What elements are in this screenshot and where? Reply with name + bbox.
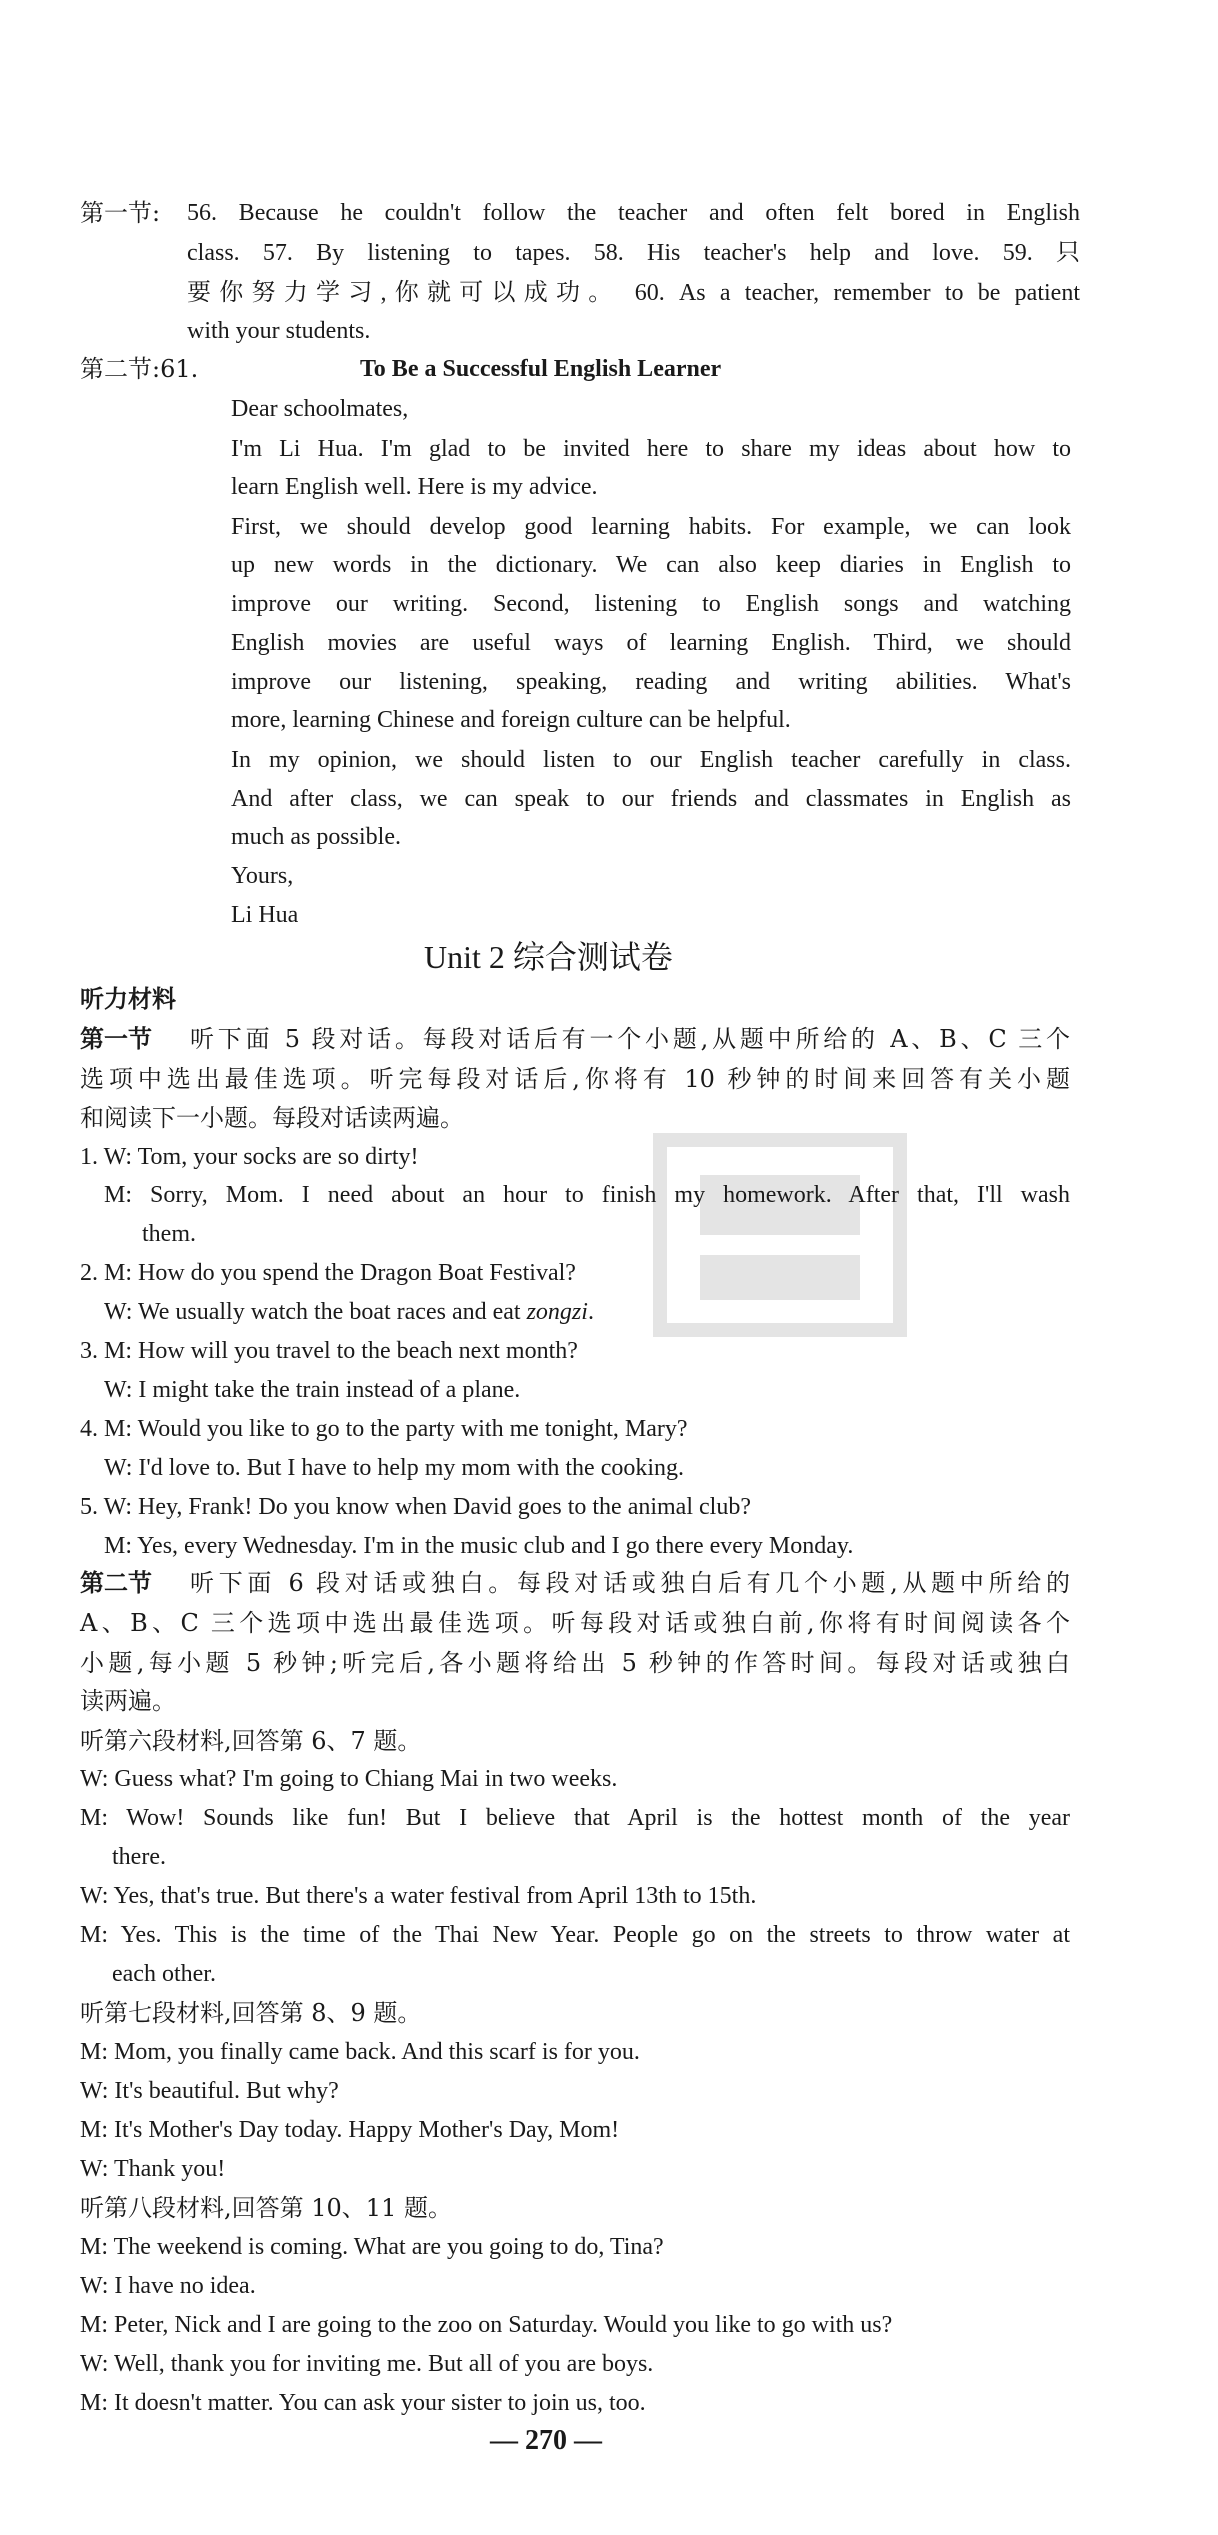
dialog4-line-1: 4. M: Would you like to go to the party with me tonight, Mary? bbox=[80, 1416, 688, 1442]
material8-line-3: M: Peter, Nick and I are going to the zoo on Saturday. Would you like to go with us? bbox=[80, 2312, 893, 2338]
dialog5-line-2: M: Yes, every Wednesday. I'm in the music club and I go there every Monday. bbox=[104, 1533, 854, 1559]
dialog5-line-1: 5. W: Hey, Frank! Do you know when David goes to the animal club? bbox=[80, 1494, 751, 1520]
section1-instruction-1: 听下面 5 段对话。每段对话后有一个小题,从题中所给的 A、B、C 三个 bbox=[190, 1025, 1070, 1053]
essay-line-12: much as possible. bbox=[231, 824, 401, 850]
dialog4-line-2: W: I'd love to. But I have to help my mom with the cooking. bbox=[104, 1455, 685, 1481]
material8-heading: 听第八段材料,回答第 10、11 题。 bbox=[80, 2194, 452, 2222]
dialog2-line-1: 2. M: How do you spend the Dragon Boat Festival? bbox=[80, 1260, 576, 1286]
page-dash-right: — bbox=[574, 2425, 602, 2456]
dialog2-line-2 bbox=[104, 1297, 594, 1327]
essay-line-10: In my opinion, we should listen to our English teacher carefully in class. bbox=[231, 747, 1071, 773]
watermark-seal-icon bbox=[640, 1120, 920, 1350]
material7-line-2: W: It's beautiful. But why? bbox=[80, 2078, 339, 2104]
section2-instruction-4: 读两遍。 bbox=[80, 1687, 176, 1715]
material8-line-1: M: The weekend is coming. What are you going to do, Tina? bbox=[80, 2234, 664, 2260]
page-number: 270 bbox=[525, 2425, 567, 2456]
essay-closing: Yours, bbox=[231, 863, 294, 889]
material6-heading: 听第六段材料,回答第 6、7 题。 bbox=[80, 1727, 422, 1755]
material8-line-5: M: It doesn't matter. You can ask your sister to join us, too. bbox=[80, 2390, 646, 2416]
material6-line-6: each other. bbox=[112, 1961, 216, 1987]
essay-line-2: I'm Li Hua. I'm glad to be invited here to share my ideas about how to bbox=[231, 436, 1071, 462]
part1-label: 第一节: bbox=[80, 199, 161, 227]
material6-line-5: M: Yes. This is the time of the Thai New Year. People go on the streets to throw water at bbox=[80, 1922, 1070, 1948]
dialog2-text: W: We usually watch the boat races and eat bbox=[104, 1299, 521, 1325]
section1-instruction-3: 和阅读下一小题。每段对话读两遍。 bbox=[80, 1104, 464, 1132]
section1-label: 第一节 bbox=[80, 1025, 152, 1053]
essay-signature: Li Hua bbox=[231, 902, 299, 928]
dialog3-line-1: 3. M: How will you travel to the beach next month? bbox=[80, 1338, 578, 1364]
part1-line-2: class. 57. By listening to tapes. 58. His teacher's help and love. 59. 只 bbox=[187, 240, 1080, 266]
essay-line-5: up new words in the dictionary. We can also keep diaries in English to bbox=[231, 552, 1071, 578]
material6-line-3: there. bbox=[112, 1844, 166, 1870]
material6-line-2: M: Wow! Sounds like fun! But I believe that April is the hottest month of the year bbox=[80, 1805, 1070, 1831]
listening-heading: 听力材料 bbox=[80, 985, 176, 1013]
essay-title: To Be a Successful English Learner bbox=[360, 356, 722, 382]
section2-label: 第二节 bbox=[80, 1569, 152, 1597]
material6-line-4: W: Yes, that's true. But there's a water festival from April 13th to 15th. bbox=[80, 1883, 757, 1909]
dialog2-zongzi: zongzi bbox=[526, 1299, 588, 1325]
essay-line-9: more, learning Chinese and foreign culture can be helpful. bbox=[231, 707, 791, 733]
dialog1-line-3: them. bbox=[142, 1221, 196, 1247]
material6-line-1: W: Guess what? I'm going to Chiang Mai in two weeks. bbox=[80, 1766, 618, 1792]
part1-line-4: with your students. bbox=[187, 318, 371, 344]
page-number-footer bbox=[490, 2424, 602, 2458]
page-dash-left: — bbox=[490, 2425, 518, 2456]
essay-line-6: improve our writing. Second, listening to English songs and watching bbox=[231, 591, 1071, 617]
section2-instruction-1: 听下面 6 段对话或独白。每段对话或独白后有几个小题,从题中所给的 bbox=[190, 1569, 1070, 1597]
part1-line-1: 56. Because he couldn't follow the teacher and often felt bored in English bbox=[187, 200, 1080, 226]
section2-instruction-2: A、B、C 三个选项中选出最佳选项。听每段对话或独白前,你将有时间阅读各个 bbox=[80, 1609, 1070, 1637]
material7-heading: 听第七段材料,回答第 8、9 题。 bbox=[80, 1999, 422, 2027]
essay-line-3: learn English well. Here is my advice. bbox=[231, 474, 598, 500]
essay-line-11: And after class, we can speak to our friends and classmates in English as bbox=[231, 786, 1071, 812]
material8-line-4: W: Well, thank you for inviting me. But all of you are boys. bbox=[80, 2351, 654, 2377]
part1-line-3: 要你努力学习,你就可以成功。 60. As a teacher, remember to be patient bbox=[187, 280, 1080, 306]
essay-line-8: improve our listening, speaking, reading and writing abilities. What's bbox=[231, 669, 1071, 695]
essay-line-1: Dear schoolmates, bbox=[231, 396, 409, 422]
unit-title: Unit 2 综合测试卷 bbox=[424, 939, 673, 975]
material7-line-3: M: It's Mother's Day today. Happy Mother's Day, Mom! bbox=[80, 2117, 620, 2143]
essay-line-4: First, we should develop good learning habits. For example, we can look bbox=[231, 514, 1071, 540]
material8-line-2: W: I have no idea. bbox=[80, 2273, 256, 2299]
material7-line-1: M: Mom, you finally came back. And this scarf is for you. bbox=[80, 2039, 640, 2065]
material7-line-4: W: Thank you! bbox=[80, 2156, 226, 2182]
section2-instruction-3: 小题,每小题 5 秒钟;听完后,各小题将给出 5 秒钟的作答时间。每段对话或独白 bbox=[80, 1649, 1070, 1677]
part2-label: 第二节:61. bbox=[80, 355, 199, 383]
dialog2-period: . bbox=[587, 1299, 594, 1325]
dialog1-line-2: M: Sorry, Mom. I need about an hour to finish my homework. After that, I'll wash bbox=[104, 1182, 1070, 1208]
section1-instruction-2: 选项中选出最佳选项。听完每段对话后,你将有 10 秒钟的时间来回答有关小题 bbox=[80, 1065, 1070, 1093]
dialog1-line-1: 1. W: Tom, your socks are so dirty! bbox=[80, 1144, 419, 1170]
dialog3-line-2: W: I might take the train instead of a plane. bbox=[104, 1377, 521, 1403]
essay-line-7: English movies are useful ways of learning English. Third, we should bbox=[231, 630, 1071, 656]
